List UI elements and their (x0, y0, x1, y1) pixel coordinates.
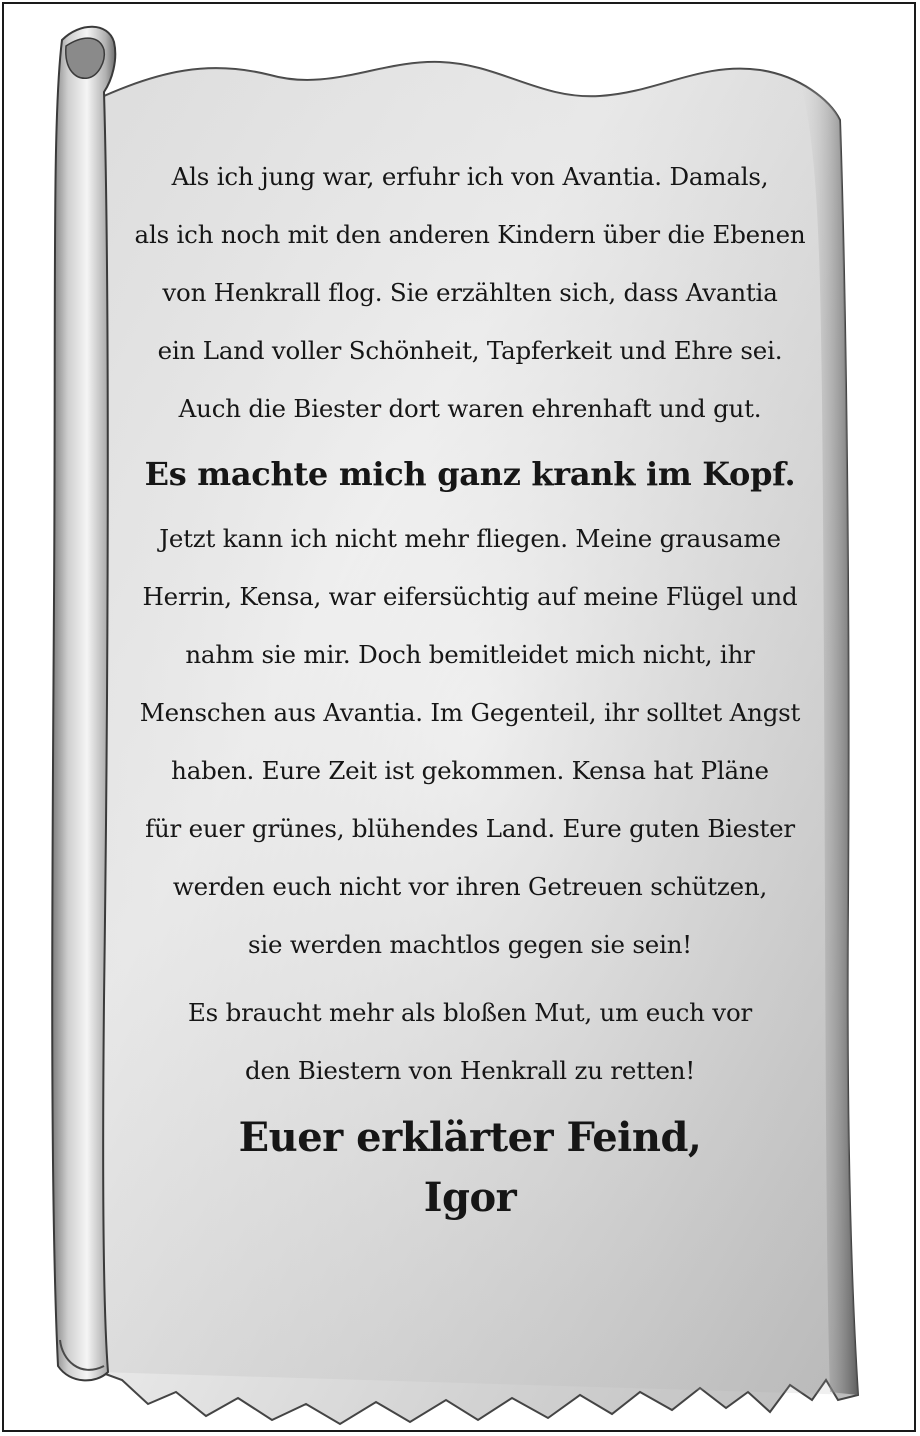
signature-block (110, 1108, 830, 1228)
text-line: werden euch nicht vor ihren Getreuen schützen, (172, 872, 768, 901)
text-line: von Henkrall flog. Sie erzählten sich, dass Avantia (162, 278, 778, 307)
text-line: nahm sie mir. Doch bemitleidet mich nicht, ihr (185, 640, 755, 669)
emphasis-line: Es machte mich ganz krank im Kopf. (144, 455, 796, 493)
text-line: den Biestern von Henkrall zu retten! (244, 1056, 695, 1085)
text-line: Auch die Biester dort waren ehrenhaft und gut. (178, 394, 762, 423)
text-line: Jetzt kann ich nicht mehr fliegen. Meine grausame (159, 524, 781, 553)
letter-text (110, 148, 830, 1228)
text-line: Es braucht mehr als bloßen Mut, um euch vor (187, 998, 753, 1027)
closing-line: Euer erklärter Feind, (238, 1114, 702, 1161)
text-line: als ich noch mit den anderen Kindern über die Ebenen (134, 220, 806, 249)
text-line: Herrin, Kensa, war eifersüchtig auf meine Flügel und (142, 582, 798, 611)
paragraph-1 (110, 148, 830, 438)
signature-name: Igor (423, 1174, 517, 1221)
text-line: sie werden machtlos gegen sie sein! (248, 930, 692, 959)
text-line: für euer grünes, blühendes Land. Eure guten Biester (145, 814, 795, 843)
text-line: Menschen aus Avantia. Im Gegenteil, ihr solltet Angst (139, 698, 801, 727)
paragraph-3 (110, 984, 830, 1100)
text-line: ein Land voller Schönheit, Tapferkeit und Ehre sei. (157, 336, 783, 365)
text-line: Als ich jung war, erfuhr ich von Avantia. Damals, (171, 162, 769, 191)
paragraph-2 (110, 510, 830, 974)
text-line: haben. Eure Zeit ist gekommen. Kensa hat Pläne (171, 756, 769, 785)
